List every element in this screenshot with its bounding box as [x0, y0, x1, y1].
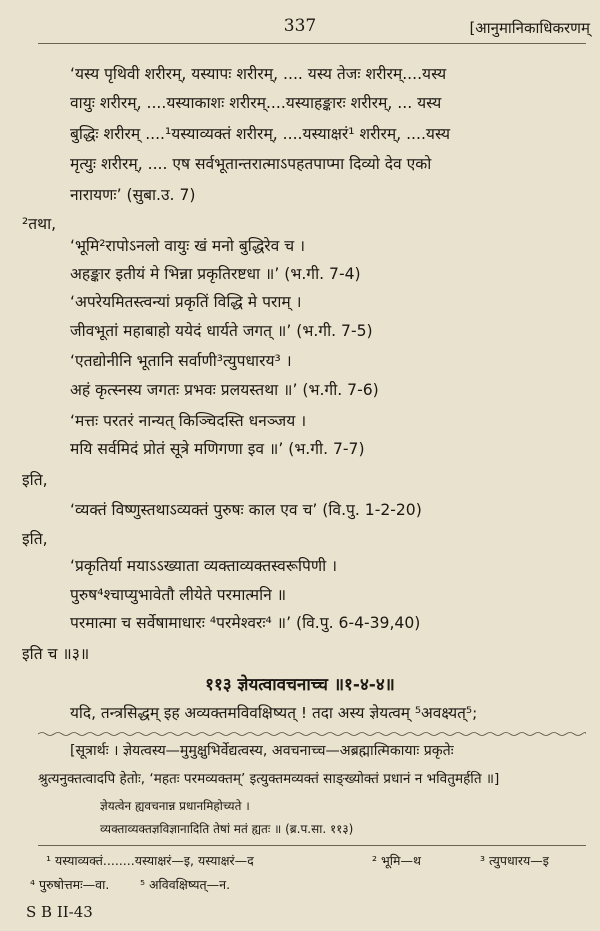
- karika-line: ज्ञेयत्वेन ह्यवचनान्न प्रधानमिहोच्यते ।: [100, 799, 250, 813]
- body-line: इति च ॥३॥: [22, 645, 90, 663]
- verse-line: ‘व्यक्तं विष्णुस्तथाऽव्यक्तं पुरुषः काल एव च’ (वि.पु. 1-2-20): [70, 501, 422, 519]
- footnote: ¹ यस्याव्यक्तं........यस्याक्षरं—इ, यस्याक्षरं—द: [46, 853, 254, 868]
- footnote: ² भूमि—थ: [372, 853, 421, 868]
- body-line: यदि, तन्त्रसिद्धम् इह अव्यक्तमविवक्षिष्यत् ! तदा अस्य ज्ञेयत्वम् ⁵अवक्ष्यत्⁵;: [70, 704, 478, 722]
- verse-line: ‘प्रकृतिर्या मयाऽऽख्याता व्यक्ताव्यक्तस्वरूपिणी ।: [70, 557, 338, 575]
- sutrartha-line: श्रुत्यनुक्तत्वादपि हेतोः, ‘महतः परमव्यक्तम्’ इत्युक्तमव्यक्तं साङ्ख्योक्तं प्रधानं न भवितुमर्हति ॥]: [38, 771, 500, 787]
- body-line: ²तथा,: [22, 215, 57, 233]
- karika-line: व्यक्ताव्यक्तज्ञविज्ञानादिति तेषां मतं ह्यतः ॥ (ब्र.प.सा. ११३): [100, 822, 354, 836]
- body-line: इति,: [22, 471, 48, 489]
- body-line: नारायणः’ (सुबा.उ. 7): [70, 186, 196, 204]
- verse-line: मयि सर्वमिदं प्रोतं सूत्रे मणिगणा इव ॥’ (भ.गी. 7-7): [70, 440, 365, 458]
- footnote: ⁴ पुरुषोत्तमः—वा.: [30, 877, 110, 892]
- footnote: ³ त्युपधारय—इ: [480, 853, 549, 868]
- page-number: 337: [283, 16, 317, 36]
- sutrartha-line: [सूत्रार्थः । ज्ञेयत्वस्य—मुमुक्षुभिर्वेद्यत्वस्य, अवचनाच्च—अब्रह्मात्मिकायाः प्रकृतेः: [70, 743, 454, 759]
- body-line: ‘यस्य पृथिवी शरीरम्, यस्यापः शरीरम्, .... यस्य तेजः शरीरम्....यस्य: [70, 65, 447, 83]
- signature-mark: S B II-43: [26, 903, 93, 921]
- verse-line: पुरुष⁴श्चाप्युभावेतौ लीयेते परमात्मनि ॥: [70, 586, 287, 604]
- verse-line: ‘भूमि²रापोऽनलो वायुः खं मनो बुद्धिरेव च ।: [70, 237, 306, 255]
- body-line: वायुः शरीरम्, ....यस्याकाशः शरीरम्....यस्याहङ्कारः शरीरम्, ... यस्य: [70, 94, 442, 112]
- header-rule: [38, 43, 586, 44]
- verse-line: अहङ्कार इतीयं मे भिन्ना प्रकृतिरष्टधा ॥’ (भ.गी. 7-4): [70, 265, 361, 283]
- verse-line: परमात्मा च सर्वेषामाधारः ⁴परमेश्वरः⁴ ॥’ (वि.पु. 6-4-39,40): [70, 614, 421, 632]
- body-line: मृत्युः शरीरम्, .... एष सर्वभूतान्तरात्माऽपहतपाप्मा दिव्यो देव एको: [70, 155, 432, 173]
- running-title: [आनुमानिकाधिकरणम्: [469, 19, 590, 37]
- body-line: बुद्धिः शरीरम् ....¹यस्याव्यक्तं शरीरम्, ....यस्याक्षरं¹ शरीरम्, ....यस्य: [70, 125, 451, 143]
- body-line: इति,: [22, 530, 48, 548]
- verse-line: अहं कृत्स्नस्य जगतः प्रभवः प्रलयस्तथा ॥’ (भ.गी. 7-6): [70, 381, 379, 399]
- footnote-rule: [38, 845, 586, 846]
- verse-line: ‘मत्तः परतरं नान्यत् किञ्चिदस्ति धनञ्जय ।: [70, 412, 307, 430]
- verse-line: ‘अपरेयमितस्त्वन्यां प्रकृतिं विद्धि मे पराम् ।: [70, 293, 302, 311]
- footnote: ⁵ अविवक्षिष्यत्—न.: [140, 877, 231, 892]
- wavy-divider: [38, 731, 586, 737]
- verse-line: जीवभूतां महाबाहो ययेदं धार्यते जगत् ॥’ (भ.गी. 7-5): [70, 322, 373, 340]
- verse-line: ‘एतद्योनीनि भूतानि सर्वाणी³त्युपधारय³ ।: [70, 352, 292, 370]
- sutra-heading: ११३ ज्ञेयत्वावचनाच्च ॥१-४-४॥: [205, 675, 395, 695]
